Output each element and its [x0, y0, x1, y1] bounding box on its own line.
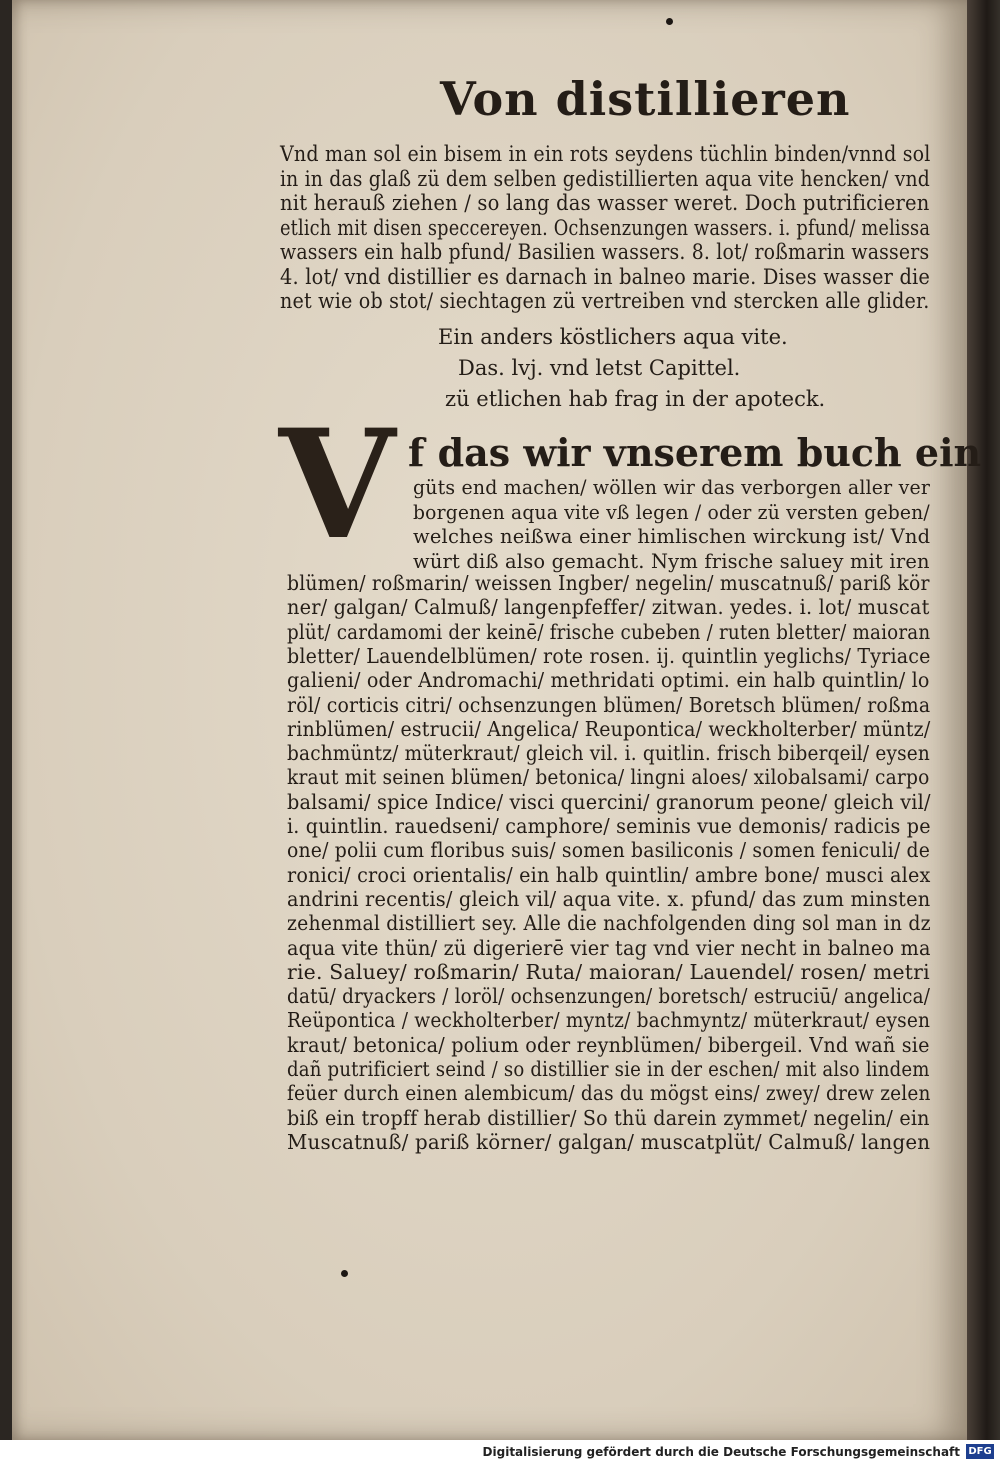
text-line: nit herauß ziehen / so lang das wasser weret. Doch putrificieren — [280, 191, 930, 216]
text-line: plüt/ cardamomi der keinē/ frische cubeben / ruten bletter/ maioran — [287, 619, 931, 644]
text-line: net wie ob stot/ siechtagen zü vertreiben vnd stercken alle glider. — [280, 289, 930, 314]
decorated-initial: V — [278, 397, 396, 573]
text-line: i. quintlin. rauedseni/ camphore/ seminis vue demonis/ radicis pe — [287, 814, 931, 838]
text-line: datū/ dryackers / loröl/ ochsenzungen/ boretsch/ estruciū/ angelica/ — [287, 984, 931, 1009]
text-line: ner/ galgan/ Calmuß/ langenpfeffer/ zitwan. yedes. i. lot/ muscat — [287, 595, 930, 620]
text-line: in in das glaß zü dem selben gedistillierten aqua vite hencken/ vnd — [280, 166, 930, 192]
text-line: feüer durch einen alembicum/ das du mögst eins/ zwey/ drew zelen — [287, 1081, 931, 1106]
page-edge-shadow — [967, 0, 1000, 1440]
text-line: kraut/ betonica/ polium oder reynblümen/ bibergeil. Vnd wañ sie — [287, 1032, 930, 1057]
text-line: würt diß also gemacht. Nym frische saluey mit iren — [413, 548, 930, 573]
text-line: zehenmal distilliert sey. Alle die nachfolgenden ding sol man in dz — [287, 911, 931, 936]
text-line: güts end machen/ wöllen wir das verborgen aller ver — [413, 475, 931, 499]
text-line: one/ polii cum floribus suis/ somen basiliconis / somen feniculi/ de — [287, 838, 931, 863]
text-line: Ein anders köstlichers aqua vite. — [438, 325, 788, 349]
ink-spot — [341, 1270, 348, 1277]
text-line: welches neißwa einer himlischen wirckung ist/ Vnd — [413, 524, 931, 548]
text-line: galieni/ oder Andromachi/ methridati optimi. ein halb quintlin/ lo — [287, 668, 930, 693]
text-line: borgenen aqua vite vß legen / oder zü versten geben/ — [413, 499, 930, 524]
text-line: Muscatnuß/ pariß körner/ galgan/ muscatplüt/ Calmuß/ langen — [287, 1129, 931, 1154]
text-line: rie. Saluey/ roßmarin/ Ruta/ maioran/ Lauendel/ rosen/ metri — [287, 959, 930, 984]
text-line: bachmüntz/ müterkraut/ gleich vil. i. quitlin. frisch biberqeil/ eysen — [287, 741, 930, 766]
text-line: Vnd man sol ein bisem in ein rots seydens tüchlin binden/vnnd sol — [280, 142, 931, 167]
text-line: aqua vite thün/ zü digerierē vier tag vnd vier necht in balneo ma — [287, 935, 931, 960]
ink-spot — [666, 18, 673, 25]
text-line: rinblümen/ estrucii/ Angelica/ Reupontica/ weckholterber/ müntz/ — [287, 716, 931, 741]
text-line: balsami/ spice Indice/ visci quercini/ granorum peone/ gleich vil/ — [287, 789, 931, 814]
text-line: röl/ corticis citri/ ochsenzungen blümen/ Boretsch blümen/ roßma — [287, 692, 931, 717]
text-line: dañ putrificiert seind / so distillier sie in der eschen/ mit also lindem — [287, 1057, 930, 1081]
text-line: biß ein tropff herab distillier/ So thü darein zymmet/ negelin/ ein — [287, 1105, 930, 1130]
chapter-first-line: f das wir vnserem buch ein — [408, 430, 982, 475]
text-line: kraut mit seinen blümen/ betonica/ lingni aloes/ xilobalsami/ carpo — [287, 765, 930, 790]
text-line: zü etlichen hab frag in der apoteck. — [445, 387, 826, 411]
text-line: Reüpontica / weckholterber/ myntz/ bachmyntz/ müterkraut/ eysen — [287, 1008, 931, 1033]
text-line: ronici/ croci orientalis/ ein halb quintlin/ ambre bone/ musci alex — [287, 862, 931, 887]
text-line: blümen/ roßmarin/ weissen Ingber/ negelin/ muscatnuß/ pariß kör — [287, 571, 930, 595]
text-line: wassers ein halb pfund/ Basilien wassers. 8. lot/ roßmarin wassers — [280, 240, 930, 265]
footer-bar — [0, 1440, 1000, 1465]
text-line: Das. lvj. vnd letst Capittel. — [458, 356, 741, 380]
text-line: bletter/ Lauendelblümen/ rote rosen. ij. quintlin yeglichs/ Tyriace — [287, 643, 931, 668]
page-heading: Von distillieren — [440, 72, 851, 126]
text-line: 4. lot/ vnd distillier es darnach in balneo marie. Dises wasser die — [280, 264, 931, 290]
text-line: andrini recentis/ gleich vil/ aqua vite. x. pfund/ das zum minsten — [287, 886, 931, 911]
dfg-logo: DFG — [966, 1444, 994, 1459]
text-line: etlich mit disen speccereyen. Ochsenzungen wassers. i. pfund/ melissa — [280, 215, 931, 241]
footer-credit: Digitalisierung gefördert durch die Deutsche Forschungsgemeinschaft — [482, 1445, 960, 1459]
